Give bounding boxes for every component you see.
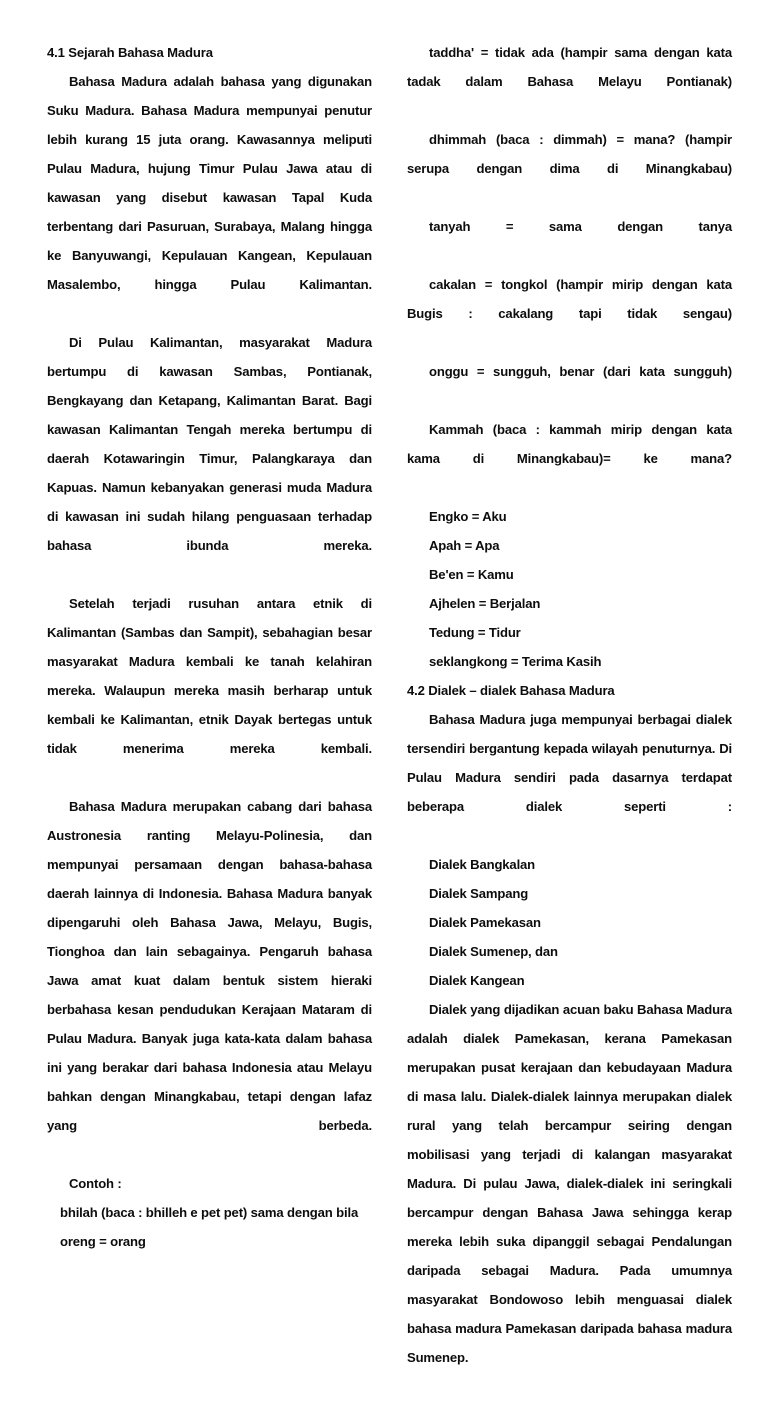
- glossary-entry-seklangkong: seklangkong = Terima Kasih: [429, 654, 602, 669]
- paragraph-dialek-intro: Bahasa Madura juga mempunyai berbagai dialek tersendiri bergantung kepada wilayah penuturnya. Di Pulau Madura sendiri pada dasarnya terdapat beberapa dialek seperti :: [407, 712, 732, 814]
- glossary-entry-tanyah: tanyah = sama dengan tanya: [429, 219, 732, 234]
- glossary-entry-tedung: Tedung = Tidur: [429, 625, 521, 640]
- dialect-item-bangkalan: Dialek Bangkalan: [429, 857, 536, 872]
- example-entry-bhilah: bhilah (baca : bhilleh e pet pet) sama dengan bila: [60, 1205, 359, 1220]
- glossary-entry-apah: Apah = Apa: [429, 538, 500, 553]
- glossary-entry-kammah: Kammah (baca : kammah mirip dengan kata kama di Minangkabau)= ke mana?: [407, 422, 732, 466]
- glossary-entry-taddha: taddha' = tidak ada (hampir sama dengan kata tadak dalam Bahasa Melayu Pontianak): [407, 45, 732, 89]
- two-column-layout: [47, 38, 732, 1365]
- example-entry-oreng: oreng = orang: [60, 1234, 146, 1249]
- glossary-entry-onggu: onggu = sungguh, benar (dari kata sungguh): [429, 364, 732, 379]
- glossary-entry-ajhelen: Ajhelen = Berjalan: [429, 596, 541, 611]
- glossary-entry-dhimmah: dhimmah (baca : dimmah) = mana? (hampir serupa dengan dima di Minangkabau): [407, 132, 732, 176]
- right-column: [407, 38, 732, 1401]
- section-heading-4-2: 4.2 Dialek – dialek Bahasa Madura: [407, 683, 615, 698]
- dialect-item-kangean: Dialek Kangean: [429, 973, 525, 988]
- glossary-entry-cakalan: cakalan = tongkol (hampir mirip dengan kata Bugis : cakalang tapi tidak sengau): [407, 277, 732, 321]
- left-column: [47, 38, 372, 1256]
- paragraph-sejarah-2: Di Pulau Kalimantan, masyarakat Madura bertumpu di kawasan Sambas, Pontianak, Bengkayang dan Ketapang, Kalimantan Barat. Bagi kawasan Kalimantan Tengah mereka bertumpu di daerah Kotawaringin Timur, Palangkaraya dan Kapuas. Namun kebanyakan generasi muda Madura di kawasan ini sudah hilang penguasaan terhadap bahasa ibunda mereka.: [47, 335, 372, 553]
- example-label: Contoh :: [69, 1176, 122, 1191]
- paragraph-sejarah-3: Setelah terjadi rusuhan antara etnik di Kalimantan (Sambas dan Sampit), sebahagian besar masyarakat Madura kembali ke tanah kelahiran mereka. Walaupun mereka masih berharap untuk kembali ke Kalimantan, etnik Dayak bertegas untuk tidak menerima mereka kembali.: [47, 596, 372, 756]
- dialect-item-sampang: Dialek Sampang: [429, 886, 529, 901]
- paragraph-dialek-closing: Dialek yang dijadikan acuan baku Bahasa Madura adalah dialek Pamekasan, kerana Pamekasan merupakan pusat kerajaan dan kebudayaan Madura di masa lalu. Dialek-dialek lainnya merupakan dialek rural yang telah bercampur seiring dengan mobilisasi yang terjadi di kalangan masyarakat Madura. Di pulau Jawa, dialek-dialek ini seringkali bercampur dengan Bahasa Jawa sehingga kerap mereka lebih suka dipanggil sebagai Pendalungan daripada sebagai Madura. Pada umumnya masyarakat Bondowoso lebih menguasai dialek bahasa madura Pamekasan daripada bahasa madura Sumenep.: [407, 1002, 732, 1365]
- paragraph-sejarah-4: Bahasa Madura merupakan cabang dari bahasa Austronesia ranting Melayu-Polinesia, dan mempunyai persamaan dengan bahasa-bahasa daerah lainnya di Indonesia. Bahasa Madura banyak dipengaruhi oleh Bahasa Jawa, Melayu, Bugis, Tionghoa dan lain sebagainya. Pengaruh bahasa Jawa amat kuat dalam bentuk sistem hieraki berbahasa kesan pendudukan Kerajaan Mataram di Pulau Madura. Banyak juga kata-kata dalam bahasa ini yang berakar dari bahasa Indonesia atau Melayu bahkan dengan Minangkabau, tetapi dengan lafaz yang berbeda.: [47, 799, 372, 1133]
- paragraph-sejarah-1: Bahasa Madura adalah bahasa yang digunakan Suku Madura. Bahasa Madura mempunyai penutur lebih kurang 15 juta orang. Kawasannya meliputi Pulau Madura, hujung Timur Pulau Jawa atau di kawasan yang disebut kawasan Tapal Kuda terbentang dari Pasuruan, Surabaya, Malang hingga ke Banyuwangi, Kepulauan Kangean, Kepulauan Masalembo, hingga Pulau Kalimantan.: [47, 74, 372, 292]
- section-heading-4-1: 4.1 Sejarah Bahasa Madura: [47, 45, 213, 60]
- glossary-entry-engko: Engko = Aku: [429, 509, 507, 524]
- dialect-item-pamekasan: Dialek Pamekasan: [429, 915, 541, 930]
- dialect-item-sumenep: Dialek Sumenep, dan: [429, 944, 558, 959]
- glossary-entry-been: Be'en = Kamu: [429, 567, 514, 582]
